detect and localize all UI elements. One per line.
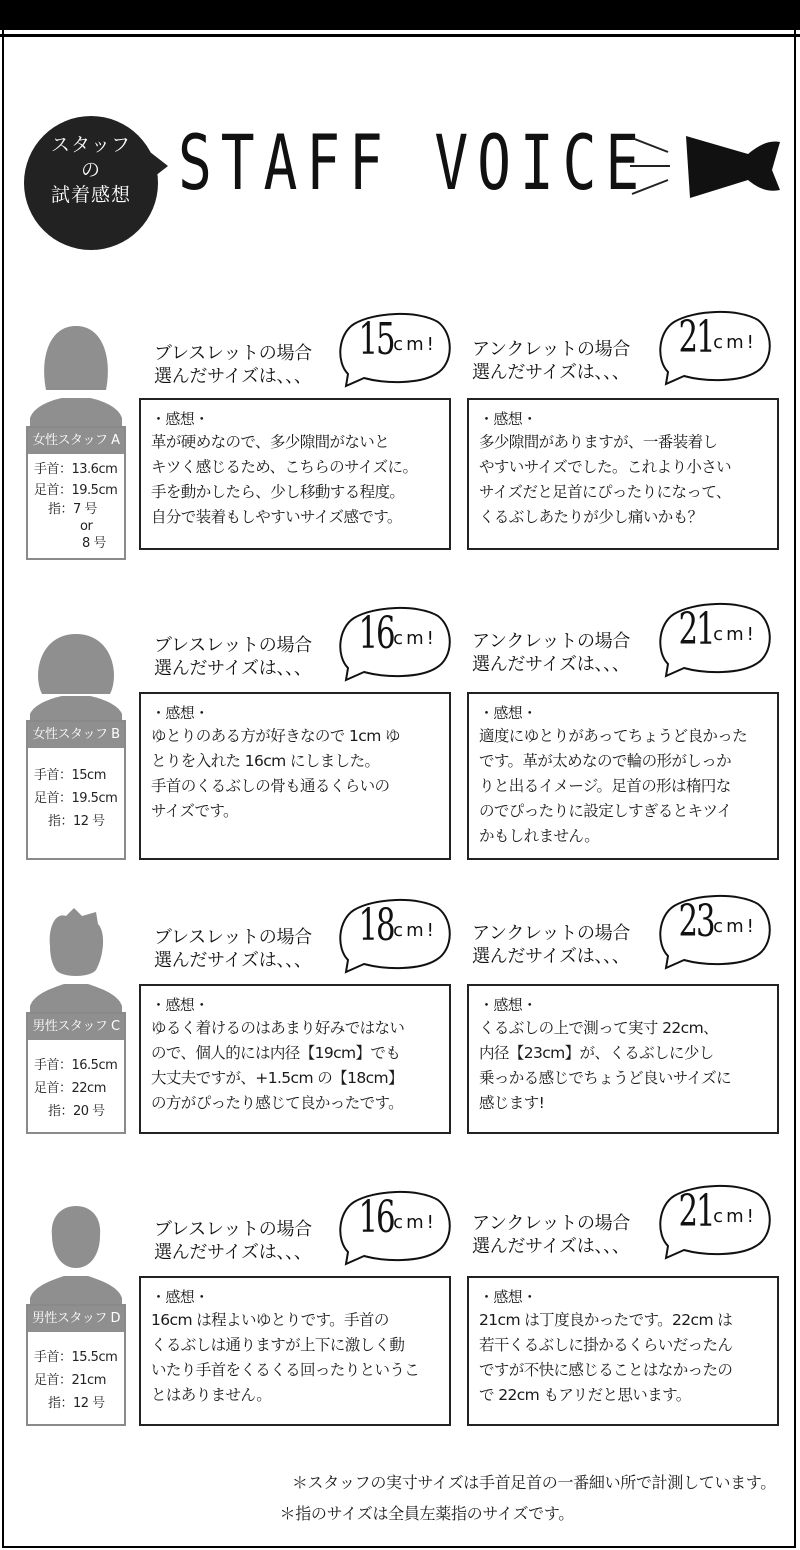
finger-size-alt: 8 号 [82,536,106,551]
comment-line: とはありません。 [151,1386,272,1404]
male-avatar-icon [26,906,126,1018]
finger-size: 指：12 号 [48,1396,105,1411]
staff-impressions-badge [24,116,158,250]
bracelet-size-value: 18 [358,900,394,951]
comment-line: 適度にゆとりがあってちょうど良かった [479,727,748,745]
bracelet-comment-card [139,984,451,1134]
size-unit: cm! [393,920,437,941]
bracelet-comment-card [139,692,451,860]
size-unit: cm! [713,1206,757,1227]
staff-info-box [26,1012,126,1134]
comment-line: キツく感じるため、こちらのサイズに。 [151,458,418,476]
bracelet-heading [154,1218,312,1264]
badge-line-1: スタッフ [50,134,131,156]
comment-line: かもしれません。 [479,827,600,845]
staff-info-box [26,1304,126,1426]
female-avatar-icon [26,614,126,726]
bracelet-size-bubble [334,308,454,394]
anklet-size-bubble [654,890,774,976]
anklet-comment-card [467,692,779,860]
comment-line: の方がぴったり感じて良かったです。 [151,1094,404,1112]
bracelet-size-bubble [334,894,454,980]
ankle-size: 足首：22cm [34,1081,106,1096]
bracelet-heading-line1: ブレスレットの場合 [154,927,312,948]
bracelet-heading-line1: ブレスレットの場合 [154,343,312,364]
bracelet-heading [154,634,312,680]
finger-size: 指：20 号 [48,1104,105,1119]
impression-heading: ・感想・ [479,1288,537,1306]
size-unit: cm! [393,628,437,649]
staff-name: 女性スタッフ B [28,722,124,748]
bracelet-size-bubble [334,1186,454,1272]
comment-line: くるぶしあたりが少し痛いかも？ [479,508,703,526]
anklet-heading [472,922,630,968]
female-avatar-icon [26,320,126,432]
comment-line: 感じます! [479,1094,545,1112]
comment-line: ゆとりのある方が好きなので 1cm ゆ [151,727,400,745]
bracelet-heading-line2: 選んだサイズは、、、 [154,658,312,679]
comment-line: サイズです。 [151,802,238,820]
comment-line: です。革が太めなので輪の形がしっか [479,752,732,770]
anklet-heading-line1: アンクレットの場合 [472,631,631,652]
comment-line: 若干くるぶしに掛かるくらいだったん [479,1336,733,1354]
ankle-size: 足首：19.5cm [34,483,118,498]
comment-line: ので、個人的には内径【19cm】でも [151,1044,401,1062]
impression-heading: ・感想・ [151,704,209,722]
bracelet-size-value: 16 [358,1192,394,1243]
comment-line: くるぶしの上で測って実寸 22cm、 [479,1019,718,1037]
comment-line: 21cm は丁度良かったです。22cm は [479,1311,733,1329]
comment-line: で 22cm もアリだと思います。 [479,1386,691,1404]
wrist-size: 手首：16.5cm [34,1058,118,1073]
anklet-heading [472,1212,630,1258]
finger-size: 指：7 号 [48,502,97,517]
impression-heading: ・感想・ [479,410,537,428]
wrist-size: 手首：15.5cm [34,1350,118,1365]
anklet-comment-card [467,1276,779,1426]
anklet-size-bubble [654,306,774,392]
impression-heading: ・感想・ [479,704,537,722]
badge-pointer [150,152,168,180]
bracelet-heading-line2: 選んだサイズは、、、 [154,950,312,971]
size-unit: cm! [393,334,437,355]
size-unit: cm! [713,624,757,645]
footnote-measurement: ＊スタッフの実寸サイズは手首足首の一番細い所で計測しています。 [291,1473,776,1492]
anklet-heading [472,338,630,384]
staff-name: 男性スタッフ C [28,1014,124,1040]
bracelet-heading-line2: 選んだサイズは、、、 [154,366,312,387]
finger-size: 指：12 号 [48,814,105,829]
comment-line: とりを入れた 16cm にしました。 [151,752,380,770]
bracelet-size-value: 15 [358,314,394,365]
size-unit: cm! [393,1212,437,1233]
comment-line: くるぶしは通りますが上下に激しく動 [151,1336,405,1354]
finger-or: or [80,519,93,534]
bracelet-comment-card [139,1276,451,1426]
staff-info-box [26,426,126,560]
comment-line: のでぴったりに設定しすぎるとキツイ [479,802,732,820]
anklet-heading-line2: 選んだサイズは、、、 [472,654,630,675]
top-bar [0,0,800,30]
staff-info-box [26,720,126,860]
impression-heading: ・感想・ [479,996,537,1014]
staff-name: 男性スタッフ D [28,1306,124,1332]
bracelet-size-bubble [334,602,454,688]
anklet-heading-line1: アンクレットの場合 [472,923,631,944]
comment-line: 乗っかる感じでちょうど良いサイズに [479,1069,732,1087]
anklet-heading-line2: 選んだサイズは、、、 [472,946,630,967]
comment-line: ゆるく着けるのはあまり好みではない [151,1019,405,1037]
size-unit: cm! [713,332,757,353]
bracelet-comment-card [139,398,451,550]
ankle-size: 足首：21cm [34,1373,106,1388]
anklet-comment-card [467,398,779,550]
comment-line: いたり手首をくるくる回ったりというこ [151,1361,420,1379]
comment-line: 多少隙間がありますが、一番装着し [479,433,718,451]
anklet-size-value: 21 [678,604,714,655]
anklet-size-value: 21 [678,1186,714,1237]
staff-name: 女性スタッフ A [28,428,124,454]
anklet-heading [472,630,630,676]
megaphone-icon [628,128,782,212]
comment-line: 内径【23cm】が、くるぶしに少し [479,1044,714,1062]
ankle-size: 足首：19.5cm [34,791,118,806]
comment-line: 手首のくるぶしの骨も通るくらいの [151,777,390,795]
impression-heading: ・感想・ [151,410,209,428]
size-unit: cm! [713,916,757,937]
badge-line-2: の [80,159,101,181]
male-avatar-icon [26,1198,126,1310]
anklet-size-value: 21 [678,312,714,363]
bracelet-heading-line1: ブレスレットの場合 [154,635,312,656]
anklet-heading-line2: 選んだサイズは、、、 [472,362,630,383]
bracelet-heading-line1: ブレスレットの場合 [154,1219,312,1240]
anklet-heading-line1: アンクレットの場合 [472,339,631,360]
anklet-comment-card [467,984,779,1134]
bracelet-size-value: 16 [358,608,394,659]
anklet-size-value: 23 [678,896,714,947]
comment-line: 革が硬めなので、多少隙間がないと [151,433,390,451]
anklet-size-bubble [654,1180,774,1266]
comment-line: 自分で装着もしやすいサイズ感です。 [151,508,402,526]
bracelet-heading [154,926,312,972]
bracelet-heading-line2: 選んだサイズは、、、 [154,1242,312,1263]
impression-heading: ・感想・ [151,1288,209,1306]
bracelet-heading [154,342,312,388]
comment-line: りと出るイメージ。足首の形は楕円な [479,777,731,795]
anklet-heading-line2: 選んだサイズは、、、 [472,1236,630,1257]
comment-line: 16cm は程よいゆとりです。手首の [151,1311,389,1329]
page-title: STAFF VOICE [178,118,649,207]
comment-line: 手を動かしたら、少し移動する程度。 [151,483,405,501]
comment-line: サイズだと足首にぴったりになって、 [479,483,731,501]
wrist-size: 手首：15cm [34,768,106,783]
impression-heading: ・感想・ [151,996,209,1014]
anklet-size-bubble [654,598,774,684]
comment-line: 大丈夫ですが、+1.5cm の【18cm】 [151,1069,403,1087]
badge-line-3: 試着感想 [50,184,131,206]
footnote-finger: ＊指のサイズは全員左薬指のサイズです。 [279,1504,574,1523]
comment-line: やすいサイズでした。これより小さい [479,458,732,476]
wrist-size: 手首：13.6cm [34,462,118,477]
comment-line: ですが不快に感じることはなかったの [479,1361,733,1379]
anklet-heading-line1: アンクレットの場合 [472,1213,631,1234]
